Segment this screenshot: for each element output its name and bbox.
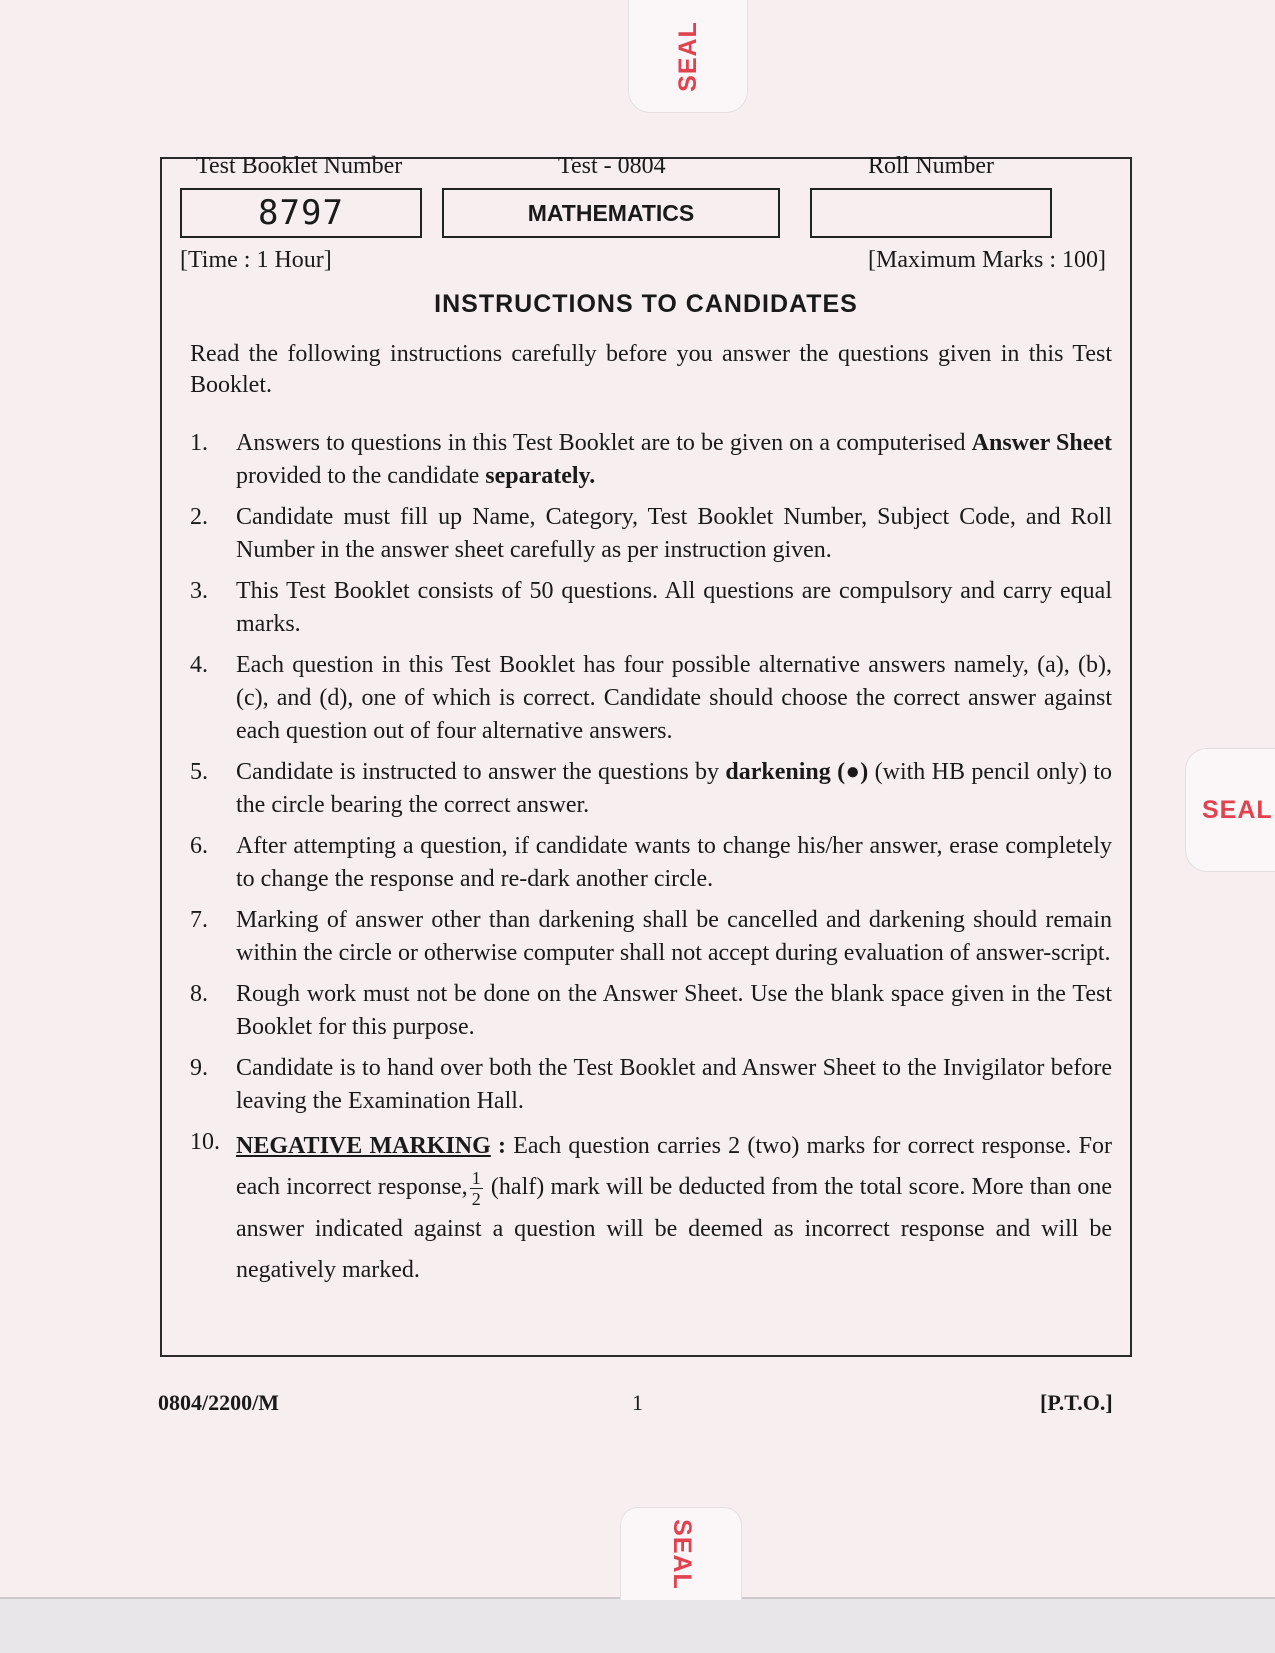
instruction-item-9: 9. Candidate is to hand over both the Test Booklet and Answer Sheet to the Invigilator before leaving the Examination Hall. <box>190 1055 1112 1114</box>
instruction-item-7: 7. Marking of answer other than darkening shall be cancelled and darkening should remain within the circle or otherwise computer shall not accept during evaluation of answer-script. <box>190 907 1112 966</box>
seal-right-stamp: SEAL <box>1185 748 1275 872</box>
test-code-label: Test - 0804 <box>558 153 666 179</box>
instruction-item-3: 3. This Test Booklet consists of 50 questions. All questions are compulsory and carry equal marks. <box>190 578 1112 637</box>
negative-marking-label: NEGATIVE MARKING <box>236 1133 491 1159</box>
page-number: 1 <box>632 1390 643 1415</box>
instructions-heading: INSTRUCTIONS TO CANDIDATES <box>434 290 858 318</box>
instruction-item-4: 4. Each question in this Test Booklet has four possible alternative answers namely, (a), (b), (c), and (d), one of which is correct. Candidate should choose the correct answer against each question out of four alternative answers. <box>190 652 1112 744</box>
pto-note: [P.T.O.] <box>1040 1390 1113 1415</box>
instruction-item-5: 5. Candidate is instructed to answer the questions by darkening (●) (with HB pencil only) to the circle bearing the correct answer. <box>190 759 1113 818</box>
roll-number-label: Roll Number <box>868 153 994 179</box>
paper-code: 0804/2200/M <box>158 1390 279 1415</box>
half-fraction: $\frac{1}{2}$ <box>471 1167 481 1209</box>
page-bottom-edge <box>0 1597 1275 1653</box>
instruction-item-1: 1. Answers to questions in this Test Booklet are to be given on a computerised Answer Sheet provided to the candidate separately. <box>190 430 1112 489</box>
roll-number-box[interactable] <box>810 188 1052 238</box>
seal-top-stamp: SEAL <box>628 0 748 113</box>
instruction-item-8: 8. Rough work must not be done on the Answer Sheet. Use the blank space given in the Test Booklet for this purpose. <box>190 981 1112 1040</box>
booklet-number-label: Test Booklet Number <box>196 153 403 179</box>
booklet-number-value: 8797 <box>258 193 344 233</box>
instruction-item-6: 6. After attempting a question, if candidate wants to change his/her answer, erase completely to change the response and re-dark another circle. <box>190 833 1112 892</box>
instructions-list <box>190 427 1112 1299</box>
booklet-number-box <box>180 188 422 238</box>
seal-bottom-stamp: SEAL <box>620 1507 742 1600</box>
subject-box <box>442 188 780 238</box>
instruction-item-2: 2. Candidate must fill up Name, Category, Test Booklet Number, Subject Code, and Roll Number in the answer sheet carefully as per instruction given. <box>190 504 1112 563</box>
instructions-intro: Read the following instructions carefully before you answer the questions given in this Test Booklet. <box>190 341 1112 398</box>
time-allowed: [Time : 1 Hour] <box>180 247 332 273</box>
maximum-marks: [Maximum Marks : 100] <box>868 247 1106 273</box>
instruction-item-10: 10. NEGATIVE MARKING : Each question carries 2 (two) marks for correct response. For each incorrect response, $\frac{1}{2}$ (half) mark will be deducted from the total score. More than one answer indicated against a question will be deemed as incorrect response and will be negatively marked. <box>190 1129 1112 1283</box>
instructions-frame <box>160 153 1132 1357</box>
subject-name: MATHEMATICS <box>527 199 695 226</box>
